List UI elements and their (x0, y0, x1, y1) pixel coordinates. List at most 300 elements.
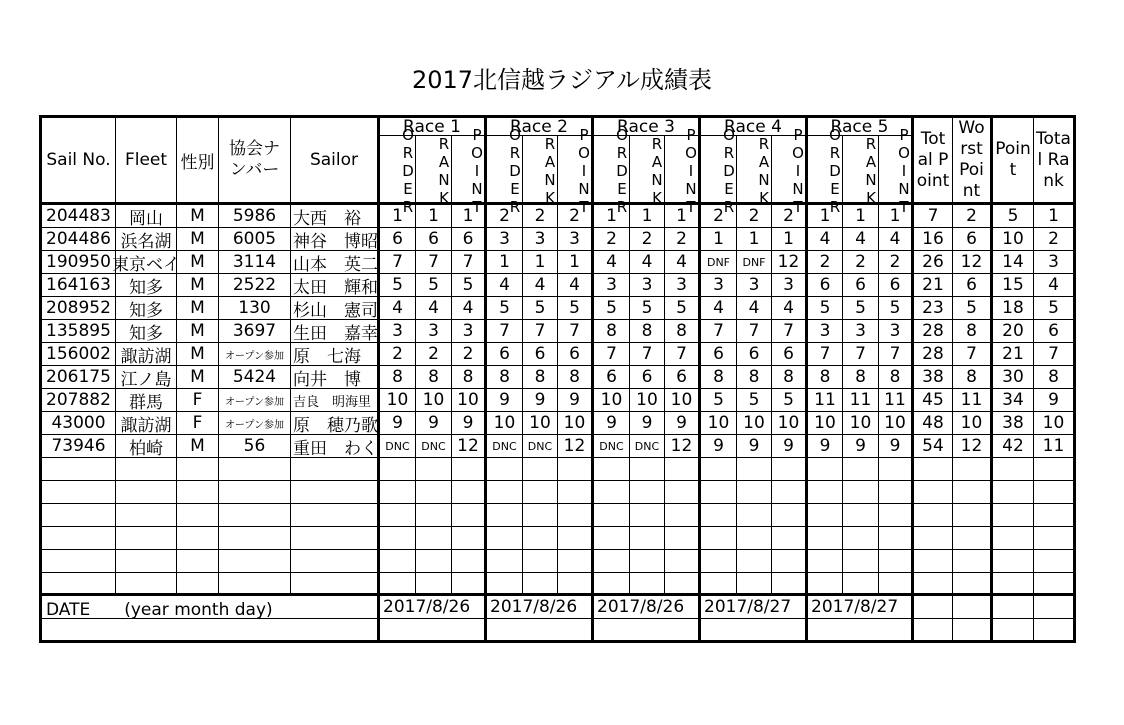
worst-point-cell (953, 573, 993, 596)
race-1-order-cell: 2 (380, 343, 416, 366)
assoc-no-cell: 6005 (219, 228, 291, 251)
race-1-rank-cell: 6 (416, 228, 452, 251)
race-2-order-cell: 2 (487, 205, 523, 228)
race-1-point-cell (452, 504, 487, 527)
race-1-order-cell (380, 527, 416, 550)
race-4-order-cell: 1 (701, 228, 737, 251)
total-point-cell: 28 (914, 343, 953, 366)
sailor-cell (291, 573, 380, 596)
race-2-rank-cell (523, 527, 558, 550)
race-2-rank-cell: 4 (523, 274, 558, 297)
assoc-no-cell (219, 458, 291, 481)
race-3-rank-cell: 2 (630, 228, 665, 251)
race-5-rank-cell: 7 (843, 343, 879, 366)
race-2-rank-cell (523, 550, 558, 573)
race-3-order-cell: 10 (594, 389, 630, 412)
point-cell: 10 (993, 228, 1034, 251)
race-2-order-cell: 10 (487, 412, 523, 435)
race-1-point-cell: 7 (452, 251, 487, 274)
race-1-order-cell: 3 (380, 320, 416, 343)
gender-cell: M (177, 228, 219, 251)
race-3-rank-cell (630, 458, 665, 481)
race-2-point-cell (558, 481, 594, 504)
header-order-race-2: ORDER (487, 136, 523, 205)
worst-point-cell: 8 (953, 366, 993, 389)
race-4-point-cell: 7 (772, 320, 808, 343)
race-3-point-cell (665, 458, 701, 481)
race-3-rank-cell: 4 (630, 251, 665, 274)
total-point-cell (914, 458, 953, 481)
race-2-rank-cell: 6 (523, 343, 558, 366)
race-5-order-cell: 6 (808, 274, 843, 297)
race-5-order-cell: 11 (808, 389, 843, 412)
race-3-point-cell: 8 (665, 320, 701, 343)
race-3-point-cell: 1 (665, 205, 701, 228)
gender-cell (177, 573, 219, 596)
race-5-order-cell: 7 (808, 343, 843, 366)
race-3-rank-cell (630, 527, 665, 550)
sail-no-cell (42, 550, 116, 573)
race-1-point-cell (452, 527, 487, 550)
race-5-point-cell (879, 458, 914, 481)
sail-no-cell (42, 527, 116, 550)
point-cell: 5 (993, 205, 1034, 228)
sail-no-cell: 207882 (42, 389, 116, 412)
race-4-point-cell: 4 (772, 297, 808, 320)
total-point-cell: 28 (914, 320, 953, 343)
race-5-point-cell: 9 (879, 435, 914, 458)
race-2-point-cell (558, 573, 594, 596)
blank-cell (380, 619, 487, 640)
race-2-order-cell: 3 (487, 228, 523, 251)
header-assoc-no: 協会ナンバー (219, 118, 291, 205)
race-3-point-cell: 6 (665, 366, 701, 389)
fleet-cell (116, 527, 177, 550)
race-1-point-cell: 5 (452, 274, 487, 297)
race-2-point-cell: 2 (558, 205, 594, 228)
total-rank-cell (1034, 504, 1073, 527)
race-2-order-cell (487, 481, 523, 504)
race-3-point-cell: 12 (665, 435, 701, 458)
total-rank-cell (1034, 481, 1073, 504)
total-point-cell: 23 (914, 297, 953, 320)
fleet-cell: 知多 (116, 274, 177, 297)
race-2-point-cell: 7 (558, 320, 594, 343)
gender-cell (177, 481, 219, 504)
gender-cell (177, 550, 219, 573)
point-cell (993, 481, 1034, 504)
race-4-rank-cell: 6 (737, 343, 772, 366)
race-1-order-cell: 6 (380, 228, 416, 251)
race-5-order-cell (808, 527, 843, 550)
point-cell: 20 (993, 320, 1034, 343)
race-4-order-cell: 9 (701, 435, 737, 458)
total-rank-cell (1034, 550, 1073, 573)
total-rank-cell: 2 (1034, 228, 1073, 251)
total-point-cell: 7 (914, 205, 953, 228)
point-cell (993, 573, 1034, 596)
race-1-point-cell (452, 573, 487, 596)
header-point-race-2: POINT (558, 136, 594, 205)
race-1-rank-cell (416, 458, 452, 481)
blank-cell (993, 619, 1034, 640)
race-2-rank-cell: 9 (523, 389, 558, 412)
total-rank-cell: 11 (1034, 435, 1073, 458)
point-cell (993, 550, 1034, 573)
total-rank-cell: 5 (1034, 297, 1073, 320)
race-3-rank-cell (630, 550, 665, 573)
race-4-point-cell: 1 (772, 228, 808, 251)
race-1-order-cell: 8 (380, 366, 416, 389)
race-3-order-cell: 6 (594, 366, 630, 389)
header-fleet: Fleet (116, 118, 177, 205)
point-cell: 42 (993, 435, 1034, 458)
race-5-point-cell: 10 (879, 412, 914, 435)
header-rank-race-5: RANK (843, 136, 879, 205)
assoc-no-cell: オープン参加 (219, 389, 291, 412)
total-rank-cell (1034, 573, 1073, 596)
race-3-rank-cell: 6 (630, 366, 665, 389)
race-5-order-cell (808, 481, 843, 504)
race-4-order-cell: 2 (701, 205, 737, 228)
race-2-rank-cell: 2 (523, 205, 558, 228)
race-5-point-cell: 8 (879, 366, 914, 389)
race-3-order-cell: 8 (594, 320, 630, 343)
race-5-order-cell: 10 (808, 412, 843, 435)
race-2-order-cell: 5 (487, 297, 523, 320)
point-cell: 18 (993, 297, 1034, 320)
sailor-cell: 山本 英二 (291, 251, 380, 274)
date-race-5: 2017/8/27 (808, 596, 914, 619)
race-3-order-cell: 4 (594, 251, 630, 274)
sailor-cell: 生田 嘉幸 (291, 320, 380, 343)
race-3-point-cell: 5 (665, 297, 701, 320)
race-5-rank-cell: 10 (843, 412, 879, 435)
assoc-no-cell: 2522 (219, 274, 291, 297)
worst-point-cell (953, 458, 993, 481)
header-total-point: Total Point (914, 118, 953, 205)
race-2-point-cell: 12 (558, 435, 594, 458)
race-3-point-cell: 10 (665, 389, 701, 412)
race-5-order-cell: 9 (808, 435, 843, 458)
sail-no-cell (42, 504, 116, 527)
sail-no-cell: 156002 (42, 343, 116, 366)
race-2-rank-cell: 1 (523, 251, 558, 274)
race-5-order-cell (808, 573, 843, 596)
race-1-rank-cell (416, 481, 452, 504)
race-4-point-cell (772, 481, 808, 504)
gender-cell: M (177, 435, 219, 458)
race-4-order-cell: 8 (701, 366, 737, 389)
assoc-no-cell (219, 504, 291, 527)
sailor-cell: 重田 わく (291, 435, 380, 458)
race-5-point-cell (879, 550, 914, 573)
race-3-order-cell: 7 (594, 343, 630, 366)
race-5-point-cell: 6 (879, 274, 914, 297)
race-4-rank-cell (737, 550, 772, 573)
header-race-1: Race 1 (380, 118, 487, 136)
race-3-point-cell: 2 (665, 228, 701, 251)
race-5-rank-cell (843, 527, 879, 550)
header-rank-race-3: RANK (630, 136, 665, 205)
total-rank-cell: 6 (1034, 320, 1073, 343)
race-4-rank-cell: 5 (737, 389, 772, 412)
header-total-rank: Total Rank (1034, 118, 1073, 205)
worst-point-cell (953, 550, 993, 573)
total-point-cell (914, 504, 953, 527)
race-3-point-cell: 7 (665, 343, 701, 366)
race-4-rank-cell (737, 481, 772, 504)
race-2-point-cell (558, 504, 594, 527)
total-point-cell (914, 573, 953, 596)
blank-cell (42, 619, 380, 640)
blank-cell (487, 619, 594, 640)
race-3-rank-cell (630, 481, 665, 504)
race-3-order-cell: 5 (594, 297, 630, 320)
fleet-cell (116, 504, 177, 527)
date-label: DATE (year month day) (42, 596, 380, 619)
sail-no-cell: 164163 (42, 274, 116, 297)
sailor-cell (291, 550, 380, 573)
race-4-order-cell: 10 (701, 412, 737, 435)
race-2-rank-cell: 3 (523, 228, 558, 251)
point-cell: 15 (993, 274, 1034, 297)
assoc-no-cell (219, 527, 291, 550)
race-3-point-cell: 3 (665, 274, 701, 297)
worst-point-cell (953, 527, 993, 550)
blank-cell (808, 619, 914, 640)
gender-cell: M (177, 297, 219, 320)
date-blank-cell (993, 596, 1034, 619)
total-rank-cell: 7 (1034, 343, 1073, 366)
assoc-no-cell (219, 550, 291, 573)
race-1-point-cell: 6 (452, 228, 487, 251)
race-2-rank-cell: 10 (523, 412, 558, 435)
gender-cell: M (177, 320, 219, 343)
race-2-order-cell: 7 (487, 320, 523, 343)
race-4-point-cell: 3 (772, 274, 808, 297)
race-4-rank-cell: 8 (737, 366, 772, 389)
header-sail-no: Sail No. (42, 118, 116, 205)
blank-cell (953, 619, 993, 640)
date-race-3: 2017/8/26 (594, 596, 701, 619)
sail-no-cell: 135895 (42, 320, 116, 343)
header-order-race-3: ORDER (594, 136, 630, 205)
race-2-point-cell (558, 550, 594, 573)
fleet-cell (116, 481, 177, 504)
race-4-rank-cell: 9 (737, 435, 772, 458)
header-order-race-4: ORDER (701, 136, 737, 205)
total-point-cell (914, 481, 953, 504)
race-2-order-cell: 4 (487, 274, 523, 297)
race-5-point-cell (879, 527, 914, 550)
total-rank-cell: 4 (1034, 274, 1073, 297)
race-4-order-cell (701, 458, 737, 481)
race-5-point-cell: 2 (879, 251, 914, 274)
race-1-point-cell: 10 (452, 389, 487, 412)
race-1-rank-cell: 7 (416, 251, 452, 274)
race-3-rank-cell: 3 (630, 274, 665, 297)
race-1-point-cell: 2 (452, 343, 487, 366)
race-2-rank-cell: 8 (523, 366, 558, 389)
race-3-order-cell (594, 504, 630, 527)
fleet-cell: 知多 (116, 297, 177, 320)
race-1-rank-cell: 8 (416, 366, 452, 389)
gender-cell: M (177, 274, 219, 297)
race-1-order-cell: 9 (380, 412, 416, 435)
total-point-cell: 38 (914, 366, 953, 389)
sail-no-cell: 204483 (42, 205, 116, 228)
fleet-cell: 群馬 (116, 389, 177, 412)
sail-no-cell: 204486 (42, 228, 116, 251)
point-cell: 34 (993, 389, 1034, 412)
race-2-point-cell: 4 (558, 274, 594, 297)
race-5-rank-cell: 2 (843, 251, 879, 274)
race-3-point-cell (665, 550, 701, 573)
race-1-point-cell: 12 (452, 435, 487, 458)
point-cell (993, 504, 1034, 527)
sailor-cell: 吉良 明海里 (291, 389, 380, 412)
race-5-order-cell: 1 (808, 205, 843, 228)
race-5-order-cell: 2 (808, 251, 843, 274)
race-4-point-cell: 10 (772, 412, 808, 435)
worst-point-cell: 8 (953, 320, 993, 343)
race-5-order-cell (808, 550, 843, 573)
race-4-point-cell: 2 (772, 205, 808, 228)
total-rank-cell: 3 (1034, 251, 1073, 274)
assoc-no-cell: 5986 (219, 205, 291, 228)
race-5-point-cell (879, 504, 914, 527)
race-5-order-cell (808, 504, 843, 527)
page-title: 2017北信越ラジアル成績表 (411, 66, 713, 94)
race-5-rank-cell (843, 504, 879, 527)
race-3-point-cell (665, 573, 701, 596)
fleet-cell: 柏崎 (116, 435, 177, 458)
race-4-order-cell (701, 550, 737, 573)
race-1-rank-cell: 2 (416, 343, 452, 366)
sail-no-cell (42, 573, 116, 596)
race-1-point-cell: 3 (452, 320, 487, 343)
sailor-cell: 原 七海 (291, 343, 380, 366)
header-race-3: Race 3 (594, 118, 701, 136)
sail-no-cell (42, 481, 116, 504)
point-cell (993, 527, 1034, 550)
race-4-order-cell (701, 573, 737, 596)
fleet-cell: 浜名湖 (116, 228, 177, 251)
point-cell: 30 (993, 366, 1034, 389)
assoc-no-cell (219, 573, 291, 596)
race-1-rank-cell: 10 (416, 389, 452, 412)
gender-cell (177, 504, 219, 527)
race-2-order-cell (487, 527, 523, 550)
race-1-order-cell (380, 573, 416, 596)
worst-point-cell: 6 (953, 228, 993, 251)
race-4-point-cell: 6 (772, 343, 808, 366)
race-1-rank-cell: DNC (416, 435, 452, 458)
sailor-cell (291, 481, 380, 504)
race-2-point-cell: 6 (558, 343, 594, 366)
race-1-order-cell (380, 481, 416, 504)
race-3-order-cell: 3 (594, 274, 630, 297)
race-1-point-cell (452, 458, 487, 481)
worst-point-cell: 7 (953, 343, 993, 366)
race-1-point-cell: 9 (452, 412, 487, 435)
fleet-cell: 江ノ島 (116, 366, 177, 389)
race-1-rank-cell: 1 (416, 205, 452, 228)
race-1-rank-cell (416, 527, 452, 550)
assoc-no-cell: 3697 (219, 320, 291, 343)
race-1-rank-cell: 5 (416, 274, 452, 297)
total-point-cell: 45 (914, 389, 953, 412)
race-4-point-cell (772, 573, 808, 596)
race-3-order-cell (594, 527, 630, 550)
fleet-cell: 東京ベイ (116, 251, 177, 274)
total-point-cell: 21 (914, 274, 953, 297)
sail-no-cell (42, 458, 116, 481)
race-1-point-cell (452, 481, 487, 504)
race-4-rank-cell: 1 (737, 228, 772, 251)
date-race-1: 2017/8/26 (380, 596, 487, 619)
date-race-4: 2017/8/27 (701, 596, 808, 619)
race-2-rank-cell (523, 504, 558, 527)
header-point-race-3: POINT (665, 136, 701, 205)
race-2-order-cell (487, 458, 523, 481)
header-point: Point (993, 118, 1034, 205)
race-4-rank-cell (737, 573, 772, 596)
race-4-order-cell: DNF (701, 251, 737, 274)
race-1-point-cell: 4 (452, 297, 487, 320)
race-4-rank-cell: 3 (737, 274, 772, 297)
race-4-rank-cell: 10 (737, 412, 772, 435)
race-3-point-cell: 9 (665, 412, 701, 435)
header-sailor: Sailor (291, 118, 380, 205)
sail-no-cell: 73946 (42, 435, 116, 458)
race-5-rank-cell: 9 (843, 435, 879, 458)
race-3-rank-cell: 1 (630, 205, 665, 228)
race-2-rank-cell (523, 458, 558, 481)
race-3-order-cell (594, 458, 630, 481)
race-3-point-cell (665, 481, 701, 504)
race-5-point-cell: 11 (879, 389, 914, 412)
race-4-rank-cell: DNF (737, 251, 772, 274)
header-order-race-5: ORDER (808, 136, 843, 205)
race-2-order-cell (487, 573, 523, 596)
race-3-rank-cell: 9 (630, 412, 665, 435)
sailor-cell (291, 527, 380, 550)
race-5-rank-cell (843, 550, 879, 573)
race-3-order-cell (594, 550, 630, 573)
sailor-cell: 大西 裕 (291, 205, 380, 228)
race-4-order-cell (701, 504, 737, 527)
race-2-point-cell: 9 (558, 389, 594, 412)
race-5-rank-cell: 5 (843, 297, 879, 320)
race-5-order-cell (808, 458, 843, 481)
race-1-rank-cell: 4 (416, 297, 452, 320)
race-4-point-cell (772, 504, 808, 527)
gender-cell: F (177, 412, 219, 435)
blank-cell (594, 619, 701, 640)
race-2-point-cell: 1 (558, 251, 594, 274)
race-5-rank-cell: 1 (843, 205, 879, 228)
fleet-cell: 諏訪湖 (116, 412, 177, 435)
header-order-race-1: ORDER (380, 136, 416, 205)
fleet-cell (116, 573, 177, 596)
race-4-order-cell: 7 (701, 320, 737, 343)
gender-cell: M (177, 366, 219, 389)
total-rank-cell (1034, 458, 1073, 481)
worst-point-cell: 12 (953, 435, 993, 458)
race-4-point-cell: 8 (772, 366, 808, 389)
